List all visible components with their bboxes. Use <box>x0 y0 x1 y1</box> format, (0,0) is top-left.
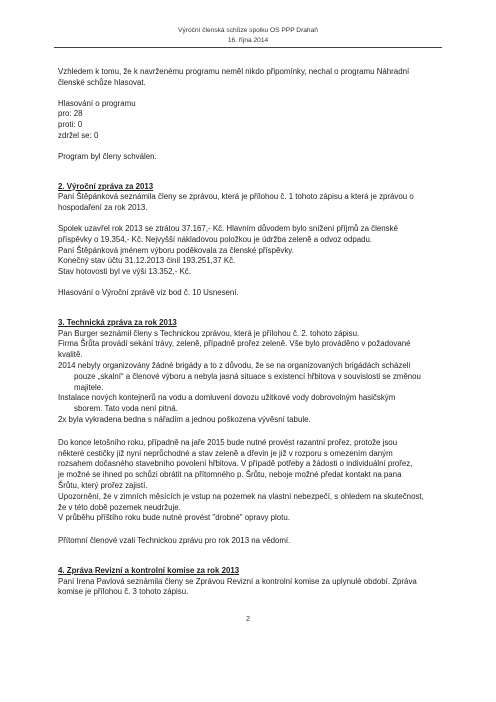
section-3-line: že v této době pozemek neudržuje. <box>58 502 181 512</box>
section-4-line: komise je přílohou č. 3 tohoto zápisu. <box>58 587 189 597</box>
section-3-line: rozsahem dočasného stavebního povolení hřbitova. V případě potřeby a žádosti o individuální prořez, <box>58 459 413 469</box>
section-2-line: Stav hotovosti byl ve výši 13.352,- Kč. <box>58 267 191 277</box>
section-2-line: příspěvky o 19.354,- Kč. Nejvyšší nákladovou položkou je údržba zeleně a odvoz odpadu. <box>58 234 373 244</box>
section-2-line: Hlasování o Výroční zprávě viz bod č. 10 Usnesení. <box>58 287 239 297</box>
section-2-line: Spolek uzavřel rok 2013 se ztrátou 37.167,- Kč. Hlavním důvodem bylo snížení příjmů za členské <box>58 223 398 233</box>
page-header <box>0 26 496 46</box>
section-2-line: Paní Štěpánková jménem výboru poděkovala za členské příspěvky. <box>58 245 294 255</box>
section-4-heading: 4. Zpráva Revizní a kontrolní komise za rok 2013 <box>58 565 240 575</box>
section-3-line: Instalace nových kontejnerů na vodu a domluvení dovozu užitkové vody dobrovolným hasičským <box>58 393 396 403</box>
section-3-line: pouze „skalní“ a členové výboru a nebyla jasná situace s existencí hřbitova v souvislosti se změnou <box>74 371 421 381</box>
vote-pro: pro: 28 <box>58 109 83 119</box>
program-approved: Program byl členy schválen. <box>58 151 157 161</box>
intro-line-2: členské schůze hlasovat. <box>58 77 146 87</box>
section-2-line: Paní Štěpánková seznámila členy se zprávou, která je přílohou č. 1 tohoto zápisu a která je zprávou o <box>58 192 414 202</box>
section-3-line: 2014 nebyly organizovány žádné brigády a to z důvodu, že se na organizovaných brigádách scházeli <box>58 360 411 370</box>
section-3-line: Přítomní členové vzali Technickou zprávu pro rok 2013 na vědomí. <box>58 536 291 546</box>
section-3-line: Firma Šrůta provádí sekání trávy, zeleně, případně prořez zeleně. Vše bylo prováděno v požadované <box>58 339 411 349</box>
section-2-heading: 2. Výroční zpráva za 2013 <box>58 181 154 191</box>
section-3-line: sborem. Tato voda není pitná. <box>74 404 178 414</box>
vote-proti: proti: 0 <box>58 120 83 130</box>
section-3-line: V průběhu příštího roku bude nutné provést "drobné" opravy plotu. <box>58 513 290 523</box>
vote-title: Hlasování o programu <box>58 98 136 108</box>
document-body <box>58 67 450 598</box>
section-3-line: 2x byla vykradena bedna s nářadím a jednou poškozena vývěsní tabule. <box>58 414 311 424</box>
vote-zdrzel: zdržel se: 0 <box>58 130 99 140</box>
section-3-line: Pan Burger seznámil členy s Technickou zprávou, která je přílohou č. 2. tohoto zápisu. <box>58 328 360 338</box>
section-3-line: je možné se ihned po schůzi obrátit na přítomného p. Šrůtu, neboje možné předat kontakt na pana <box>58 470 402 480</box>
section-3-line: kvalitě. <box>58 350 83 360</box>
section-2-line: Konečný stav účtu 31.12.2013 činil 193.251,37 Kč. <box>58 256 236 266</box>
section-3-line: některé cestičky již nyní neprůchodné a stav zeleně a dřevin je již v rozporu s omezením daným <box>58 448 393 458</box>
section-3-line: Do konce letošního roku, případně na jaře 2015 bude nutné provést razantní prořez, protože jsou <box>58 437 398 447</box>
section-3-line: Šrůtu, který prořez zajistí. <box>58 480 148 490</box>
header-title: Výroční členská schůze spolku OS PPP Drahaň <box>178 27 318 34</box>
section-3-line: Upozornění, že v zimních měsících je vstup na pozemek na vlastní nebezpečí, s ohledem na skutečnost, <box>58 491 424 501</box>
section-3-line: majitele. <box>74 382 104 392</box>
page-number: 2 <box>245 614 251 623</box>
section-2-line: hospodaření za rok 2013. <box>58 203 148 213</box>
header-date: 16. října 2014 <box>227 37 269 44</box>
intro-line-1: Vzhledem k tomu, že k navrženému programu neměl nikdo připomínky, nechal o programu Náhradní <box>58 67 410 76</box>
section-3-heading: 3. Technická zpráva za rok 2013 <box>58 317 177 327</box>
section-4-line: Paní Irena Pavlová seznámila členy se Zprávou Revizní a kontrolní komise za uplynulé období. Zpráva <box>58 576 417 586</box>
header-divider <box>54 47 442 48</box>
